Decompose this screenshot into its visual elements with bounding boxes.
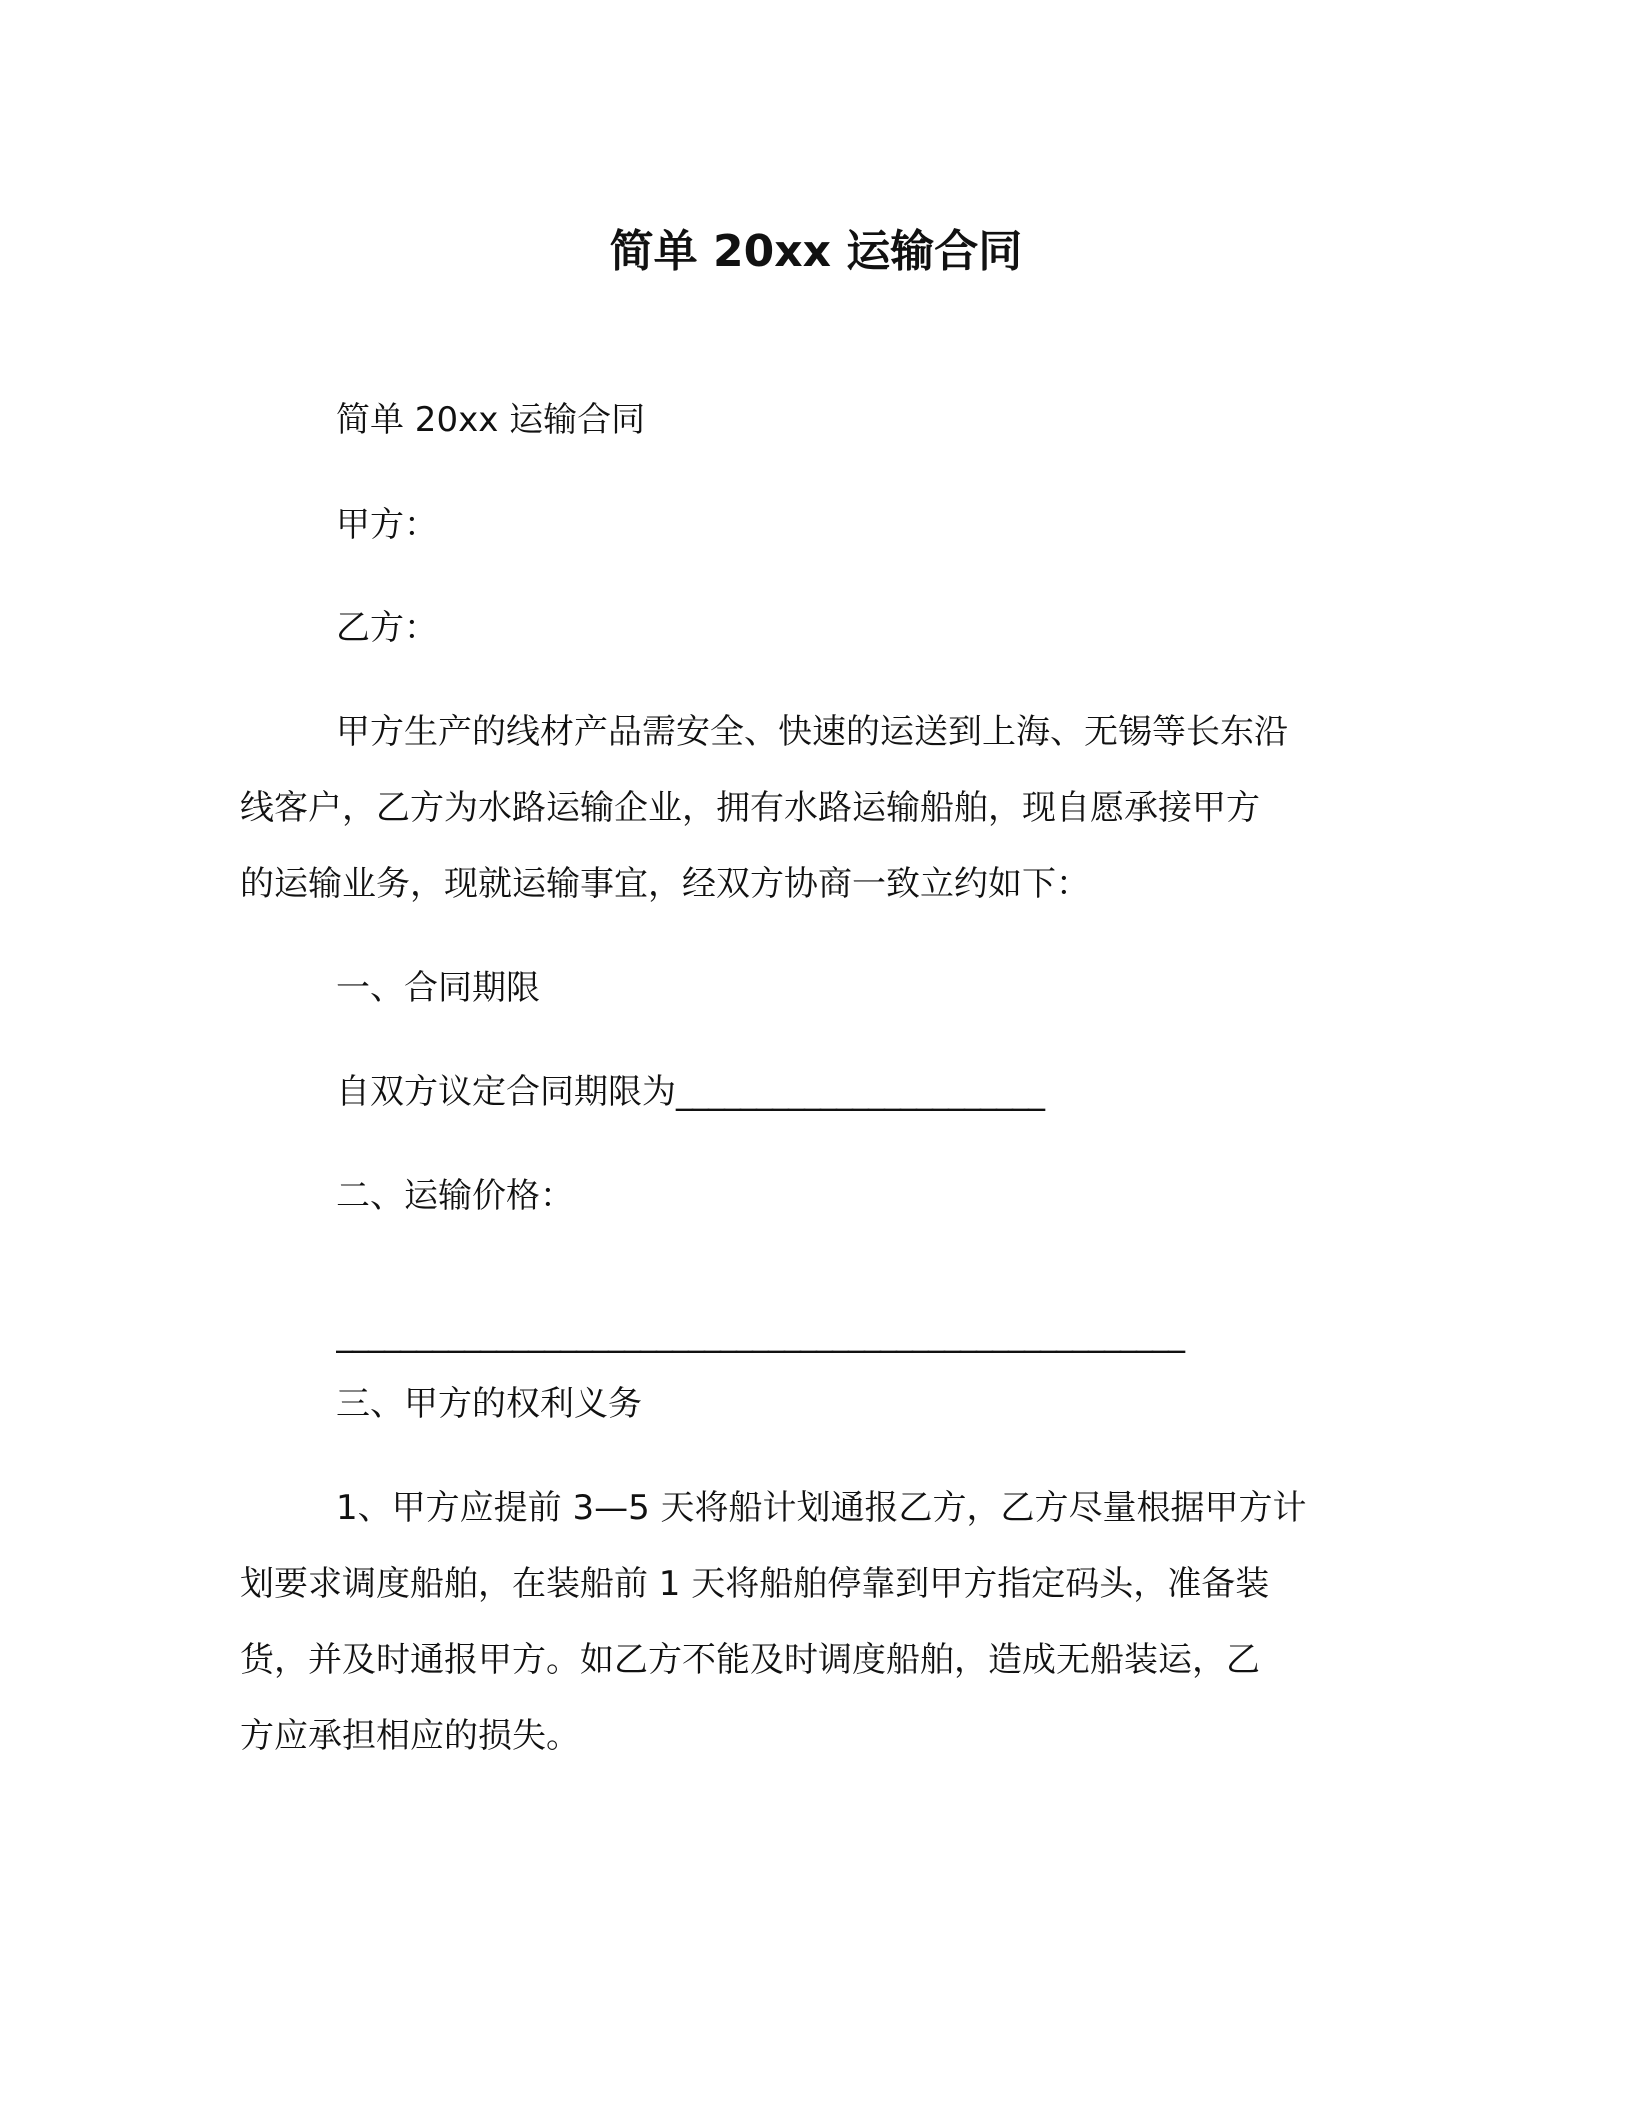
section1-heading: 一、合同期限 bbox=[336, 968, 540, 1008]
section1-blank-line: _______________________ bbox=[676, 1072, 1044, 1112]
document-title: 简单 20xx 运输合同 bbox=[609, 226, 1023, 277]
section1-text-label: 自双方议定合同期限为 bbox=[336, 1072, 676, 1112]
intro-line-2: 线客户，乙方为水路运输企业，拥有水路运输船舶，现自愿承接甲方 bbox=[240, 788, 1260, 828]
section3-heading: 三、甲方的权利义务 bbox=[336, 1384, 642, 1424]
clause1-line-2: 划要求调度船舶，在装船前 1 天将船舶停靠到甲方指定码头，准备装 bbox=[240, 1564, 1270, 1604]
party-b-label: 乙方： bbox=[336, 608, 438, 648]
clause1-line-3: 货，并及时通报甲方。如乙方不能及时调度船舶，造成无船装运，乙 bbox=[240, 1640, 1260, 1680]
section1-text bbox=[336, 1070, 1044, 1114]
intro-line-3: 的运输业务，现就运输事宜，经双方协商一致立约如下： bbox=[240, 864, 1090, 904]
intro-line-1: 甲方生产的线材产品需安全、快速的运送到上海、无锡等长东沿 bbox=[336, 712, 1288, 752]
section2-blank-line: _____________________________________________________ bbox=[336, 1314, 1184, 1354]
section2-heading: 二、运输价格： bbox=[336, 1176, 574, 1216]
clause1-line-4: 方应承担相应的损失。 bbox=[240, 1716, 580, 1756]
party-a-label: 甲方： bbox=[336, 505, 438, 545]
clause1-line-1: 1、甲方应提前 3—5 天将船计划通报乙方，乙方尽量根据甲方计 bbox=[336, 1488, 1307, 1528]
document-subtitle: 简单 20xx 运输合同 bbox=[336, 400, 646, 440]
